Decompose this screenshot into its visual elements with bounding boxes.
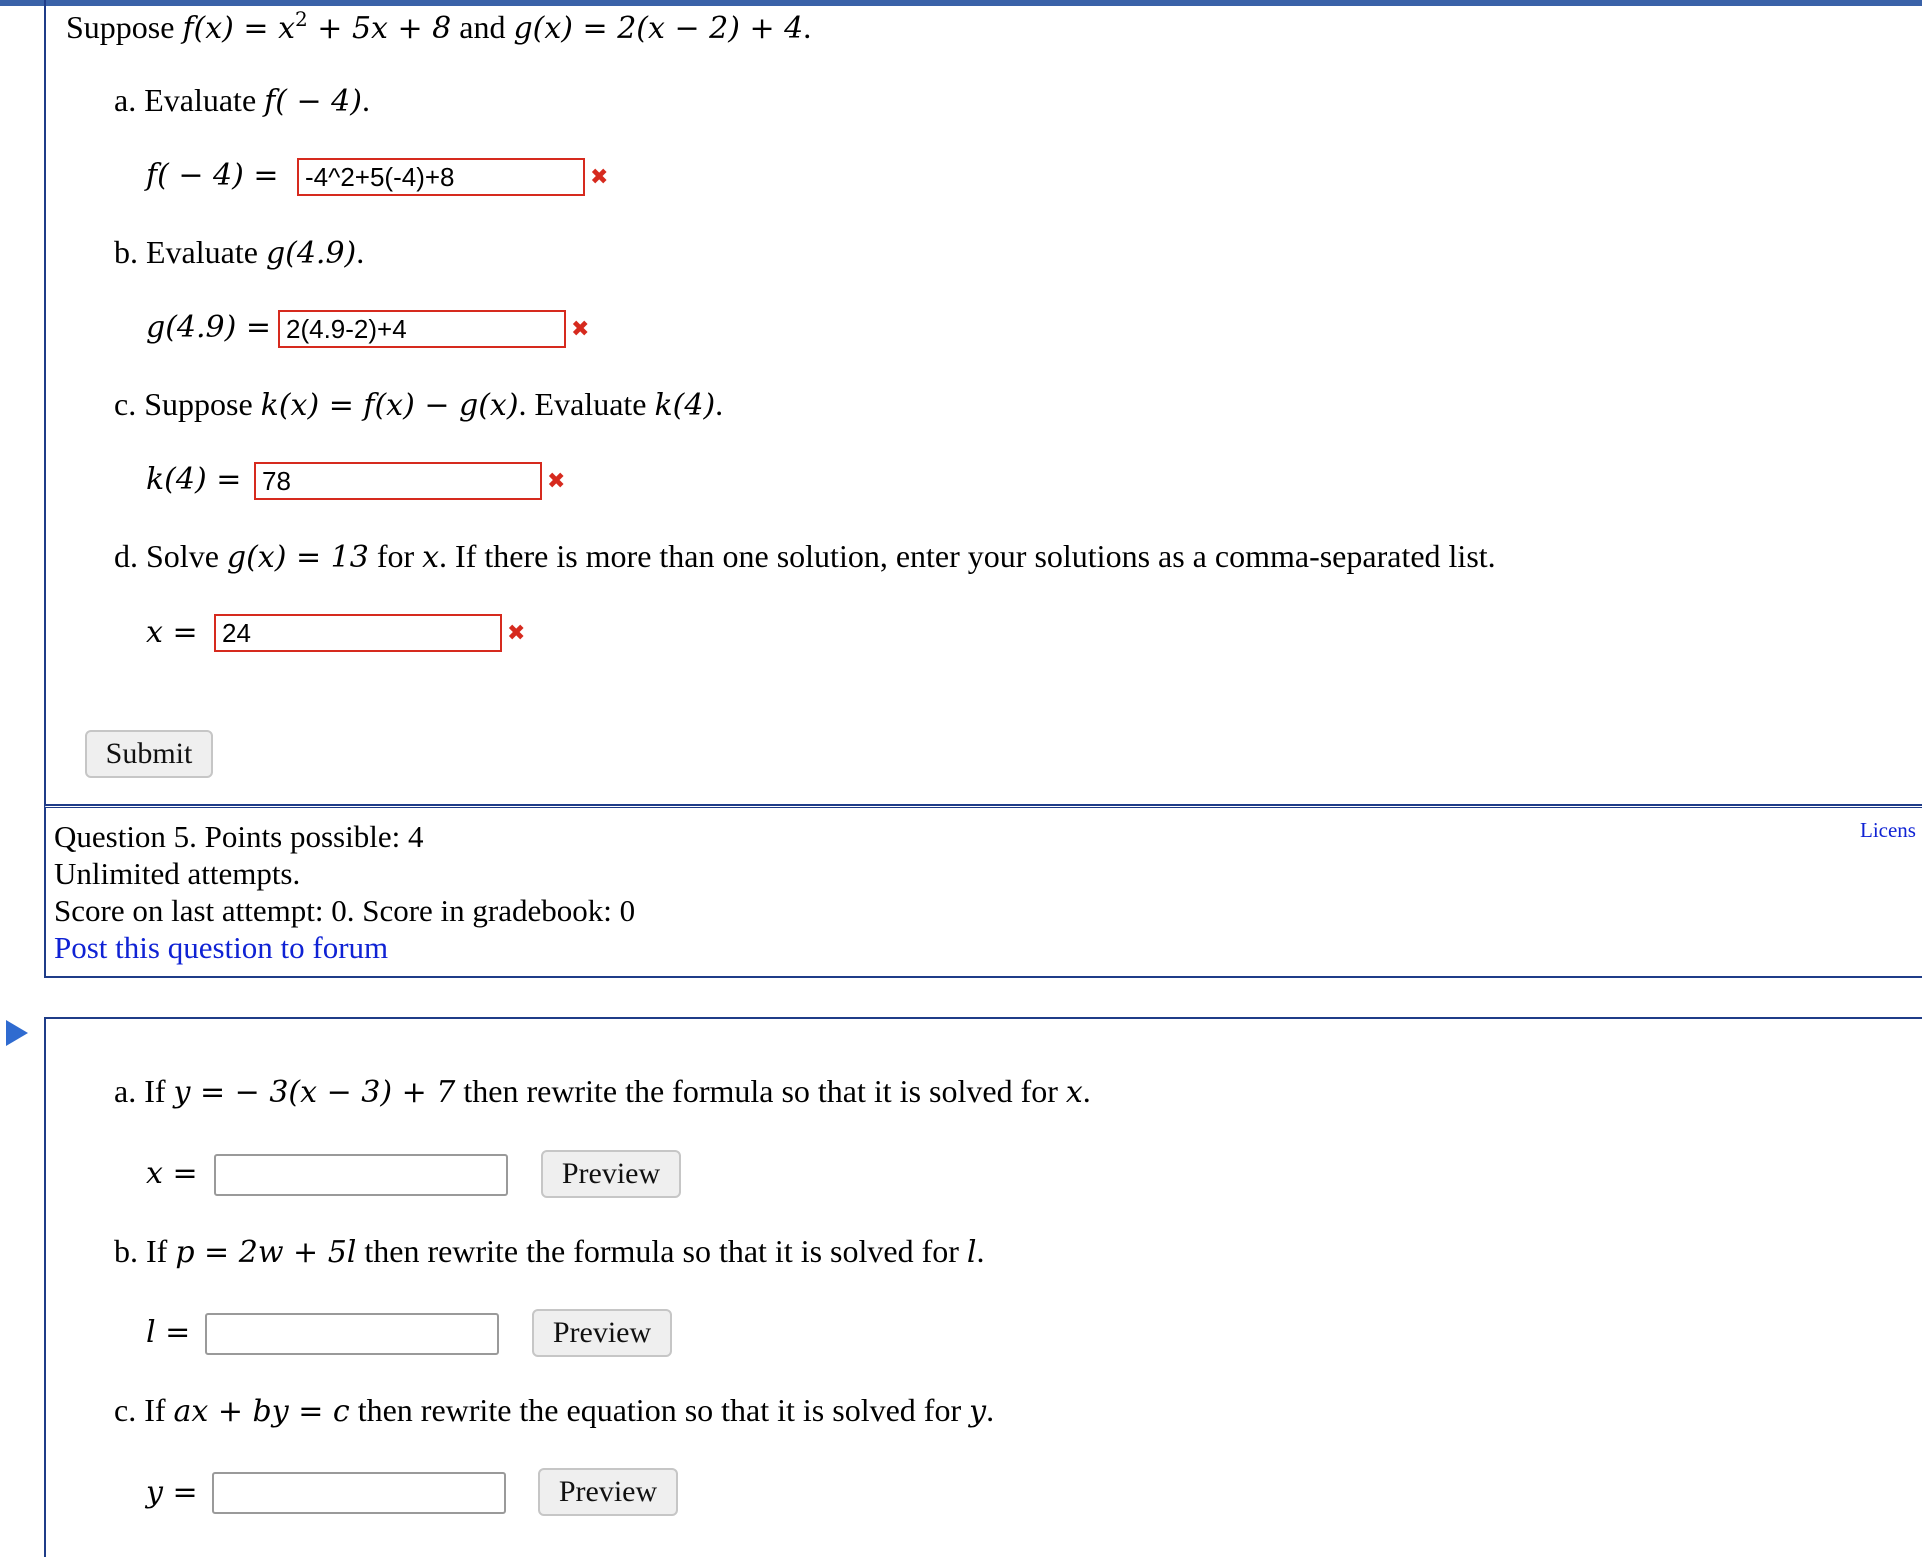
q4-part-b-answer-input[interactable]: 2(4.9-2)+4 <box>278 310 566 348</box>
q5b-math2: l <box>966 1235 977 1270</box>
intro-f-math: f(x) = x <box>182 11 296 46</box>
q4a-end: . <box>361 82 370 118</box>
intro-mid: and <box>451 9 514 45</box>
q4c-mid: . Evaluate <box>518 386 655 422</box>
q4-part-c-answer-input[interactable]: 78 <box>254 462 542 500</box>
question-5-points: Question 5. Points possible: 4 <box>54 819 424 854</box>
q5-part-c-answer-input[interactable] <box>212 1472 506 1514</box>
q4d-math: g(x) = 13 <box>226 540 369 575</box>
x-mark-icon: ✖ <box>590 165 609 190</box>
play-arrow-icon <box>6 1020 28 1046</box>
q5c-mid: then rewrite the equation so that it is solved for <box>349 1392 970 1428</box>
q4c-math: k(x) = f(x) − g(x) <box>260 388 519 423</box>
q4-part-d-prompt <box>114 537 1496 577</box>
q4-part-c-label: k(4) = <box>146 462 242 497</box>
q4-part-d-label: x = <box>146 615 198 650</box>
q5-part-a-prompt <box>114 1072 1091 1112</box>
q5-part-a-answer-input[interactable] <box>214 1154 508 1196</box>
q5a-mid: then rewrite the formula so that it is solved for <box>455 1073 1066 1109</box>
post-to-forum-link[interactable]: Post this question to forum <box>54 930 389 965</box>
q4-part-b-prompt <box>114 233 364 273</box>
q5-part-b-label: l = <box>146 1315 191 1350</box>
q4c-math2: k(4) <box>654 388 716 423</box>
q4-part-b-label: g(4.9) = <box>146 310 271 345</box>
q5c-math2: y <box>969 1394 987 1429</box>
x-mark-icon: ✖ <box>507 621 526 646</box>
q5a-math2: x <box>1065 1075 1083 1110</box>
q4-part-d-answer-input[interactable]: 24 <box>214 614 502 652</box>
q5a-end: . <box>1082 1073 1091 1109</box>
q5-part-c-preview-button[interactable]: Preview <box>538 1468 678 1516</box>
q4d-math2: x <box>422 540 440 575</box>
q5-part-c-prompt <box>114 1391 994 1431</box>
q4-part-c-prompt <box>114 385 723 425</box>
intro-lead: Suppose <box>66 9 183 45</box>
q4a-math: f( − 4) <box>264 84 362 119</box>
q5b-mid: then rewrite the formula so that it is solved for <box>356 1233 967 1269</box>
q5a-math: y = − 3(x − 3) + 7 <box>173 1075 456 1110</box>
intro-f-rest: + 5x + 8 <box>307 11 452 46</box>
q4-part-a-answer-input[interactable]: -4^2+5(-4)+8 <box>297 158 585 196</box>
q5c-text: c. If <box>114 1392 174 1428</box>
q5-part-a-label: x = <box>146 1156 198 1191</box>
x-mark-icon: ✖ <box>571 317 590 342</box>
question-4-intro <box>66 8 811 48</box>
q4b-math: g(4.9) <box>265 236 357 271</box>
q4c-end: . <box>715 386 724 422</box>
q5b-end: . <box>976 1233 985 1269</box>
q5b-math: p = 2w + 5l <box>175 1235 357 1270</box>
q4c-text: c. Suppose <box>114 386 261 422</box>
q5c-end: . <box>986 1392 995 1428</box>
q5-part-c-label: y = <box>146 1475 198 1510</box>
q4d-mid: for <box>368 538 423 574</box>
q4-part-a-prompt <box>114 81 370 121</box>
question-5-score: Score on last attempt: 0. Score in gradebook: 0 <box>54 893 636 928</box>
q4-part-a-label: f( − 4) = <box>146 158 279 193</box>
intro-g-math: g(x) = 2(x − 2) + 4 <box>513 11 804 46</box>
q5c-math: ax + by = c <box>173 1394 350 1429</box>
q5-part-b-answer-input[interactable] <box>205 1313 499 1355</box>
q5a-text: a. If <box>114 1073 174 1109</box>
q4a-text: a. Evaluate <box>114 82 265 118</box>
q4d-text: d. Solve <box>114 538 227 574</box>
q4d-end: . If there is more than one solution, enter your solutions as a comma-separated list. <box>439 538 1496 574</box>
intro-end: . <box>803 9 812 45</box>
license-link[interactable]: Licens <box>1860 818 1916 842</box>
q5-part-b-preview-button[interactable]: Preview <box>532 1309 672 1357</box>
x-mark-icon: ✖ <box>547 469 566 494</box>
q5-part-a-preview-button[interactable]: Preview <box>541 1150 681 1198</box>
question-5-attempts: Unlimited attempts. <box>54 856 301 891</box>
q5b-text: b. If <box>114 1233 176 1269</box>
q4b-text: b. Evaluate <box>114 234 266 270</box>
submit-button[interactable]: Submit <box>85 730 213 778</box>
q5-part-b-prompt <box>114 1232 985 1272</box>
q4b-end: . <box>356 234 365 270</box>
intro-exponent: 2 <box>295 7 308 31</box>
